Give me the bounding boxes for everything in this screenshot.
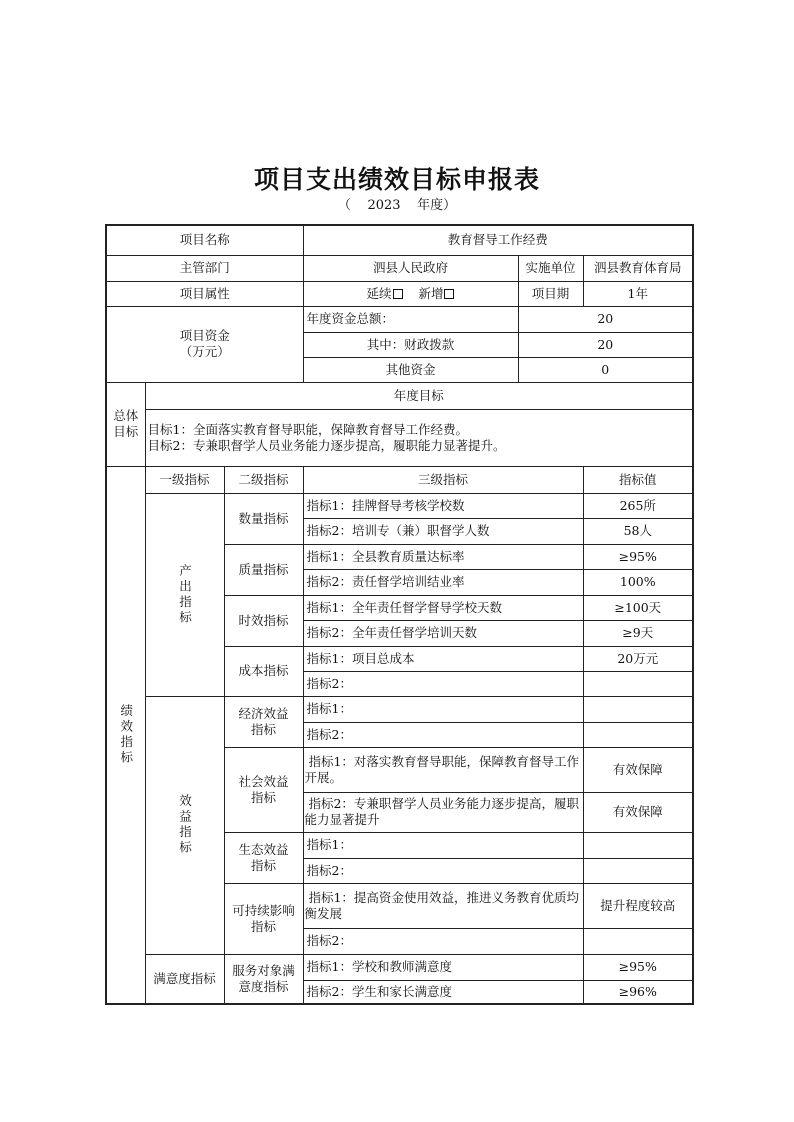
project-name-label: 项目名称 [106, 225, 303, 255]
period-value: 1年 [583, 281, 693, 306]
attr-continue-label: 延续 [366, 285, 392, 301]
indicator-text: 指标2： [303, 671, 583, 696]
indicator-value: 100% [583, 569, 693, 595]
indicator-value [583, 928, 693, 954]
goal-1: 目标1：全面落实教育督导职能，保障教育督导工作经费。 [147, 421, 468, 437]
indicator-value [583, 696, 693, 722]
project-name-value: 教育督导工作经费 [303, 225, 693, 255]
funds-total-value: 20 [518, 306, 693, 332]
row-funds-total [106, 306, 693, 332]
indicator-text: 指标2： [303, 722, 583, 747]
table-row [106, 954, 693, 980]
dept-value: 泗县人民政府 [303, 255, 518, 281]
row-overall-goals [106, 409, 693, 466]
funds-other-label: 其他资金 [303, 357, 518, 382]
indicator-text: 指标2：学生和家长满意度 [303, 980, 583, 1004]
indicator-text: 指标1：项目总成本 [303, 646, 583, 671]
perf-label: 绩效指标 [106, 466, 145, 1004]
funds-fiscal-label: 其中：财政拨款 [303, 332, 518, 357]
performance-form-table [105, 224, 694, 1005]
overall-goals [145, 409, 693, 466]
indicator-value [583, 858, 693, 883]
funds-other-value: 0 [518, 357, 693, 382]
indicator-value: ≥95% [583, 954, 693, 980]
output-indicator-label: 产出指标 [145, 493, 224, 696]
attr-new-label: 新增 [418, 285, 444, 301]
group-quantity: 数量指标 [224, 493, 303, 544]
goal-2: 目标2：专兼职督学人员业务能力逐步提高，履职能力显著提升。 [147, 437, 506, 453]
indicator-text: 指标1：全年责任督学督导学校天数 [303, 595, 583, 620]
overall-header: 年度目标 [145, 382, 693, 409]
funds-label-text: 项目资金 [179, 328, 230, 343]
indicator-text: 指标1：对落实教育督导职能，保障教育督导工作开展。 [303, 747, 583, 792]
impl-value: 泗县教育体育局 [583, 255, 693, 281]
group-economic: 经济效益指标 [224, 696, 303, 747]
attr-options [303, 281, 518, 306]
dept-label: 主管部门 [106, 255, 303, 281]
period-label: 项目期 [518, 281, 583, 306]
funds-label [106, 306, 303, 382]
group-quality: 质量指标 [224, 544, 303, 595]
indicator-text: 指标2：专兼职督学人员业务能力逐步提高，履职能力显著提升 [303, 792, 583, 832]
indicator-text: 指标2： [303, 928, 583, 954]
col-level3-header: 三级指标 [303, 466, 583, 493]
col-level1-header: 一级指标 [145, 466, 224, 493]
indicator-text: 指标2：培训专（兼）职督学人数 [303, 518, 583, 544]
satisfaction-indicator-label: 满意度指标 [145, 954, 224, 1004]
col-level2-header: 二级指标 [224, 466, 303, 493]
group-cost: 成本指标 [224, 646, 303, 696]
indicator-text: 指标1：学校和教师满意度 [303, 954, 583, 980]
funds-fiscal-value: 20 [518, 332, 693, 357]
attr-label: 项目属性 [106, 281, 303, 306]
indicator-value: ≥95% [583, 544, 693, 569]
funds-total-label: 年度资金总额： [303, 306, 518, 332]
indicator-text: 指标2： [303, 858, 583, 883]
benefit-indicator-label: 效益指标 [145, 696, 224, 954]
indicator-value: ≥100天 [583, 595, 693, 620]
col-value-header: 指标值 [583, 466, 693, 493]
indicator-text: 指标1： [303, 832, 583, 858]
row-perf-header [106, 466, 693, 493]
indicator-text: 指标1：挂牌督导考核学校数 [303, 493, 583, 518]
indicator-text: 指标1：提高资金使用效益，推进义务教育优质均衡发展 [303, 883, 583, 928]
new-checkbox[interactable] [444, 289, 454, 299]
indicator-value: 提升程度较高 [583, 883, 693, 928]
indicator-text: 指标1：全县教育质量达标率 [303, 544, 583, 569]
indicator-text: 指标2：责任督学培训结业率 [303, 569, 583, 595]
indicator-text: 指标2：全年责任督学培训天数 [303, 620, 583, 646]
indicator-value [583, 671, 693, 696]
impl-label: 实施单位 [518, 255, 583, 281]
continue-checkbox[interactable] [393, 289, 403, 299]
indicator-value: 有效保障 [583, 792, 693, 832]
row-dept [106, 255, 693, 281]
indicator-value [583, 832, 693, 858]
row-overall-header [106, 382, 693, 409]
indicator-value: ≥96% [583, 980, 693, 1004]
page-title: 项目支出绩效目标申报表 [253, 165, 540, 194]
year-subtitle: （ 2023 年度） [337, 198, 457, 213]
indicator-text: 指标1： [303, 696, 583, 722]
row-attr [106, 281, 693, 306]
group-timeliness: 时效指标 [224, 595, 303, 646]
row-project-name [106, 225, 693, 255]
indicator-value: 265所 [583, 493, 693, 518]
funds-unit-text: （万元） [179, 344, 230, 359]
group-ecological: 生态效益指标 [224, 832, 303, 883]
table-row [106, 696, 693, 722]
indicator-value: 有效保障 [583, 747, 693, 792]
overall-label: 总体目标 [106, 382, 145, 466]
indicator-value [583, 722, 693, 747]
indicator-value: 58人 [583, 518, 693, 544]
group-service: 服务对象满意度指标 [224, 954, 303, 1004]
table-row [106, 493, 693, 518]
indicator-value: 20万元 [583, 646, 693, 671]
group-social: 社会效益指标 [224, 747, 303, 832]
indicator-value: ≥9天 [583, 620, 693, 646]
group-sustainable: 可持续影响指标 [224, 883, 303, 954]
